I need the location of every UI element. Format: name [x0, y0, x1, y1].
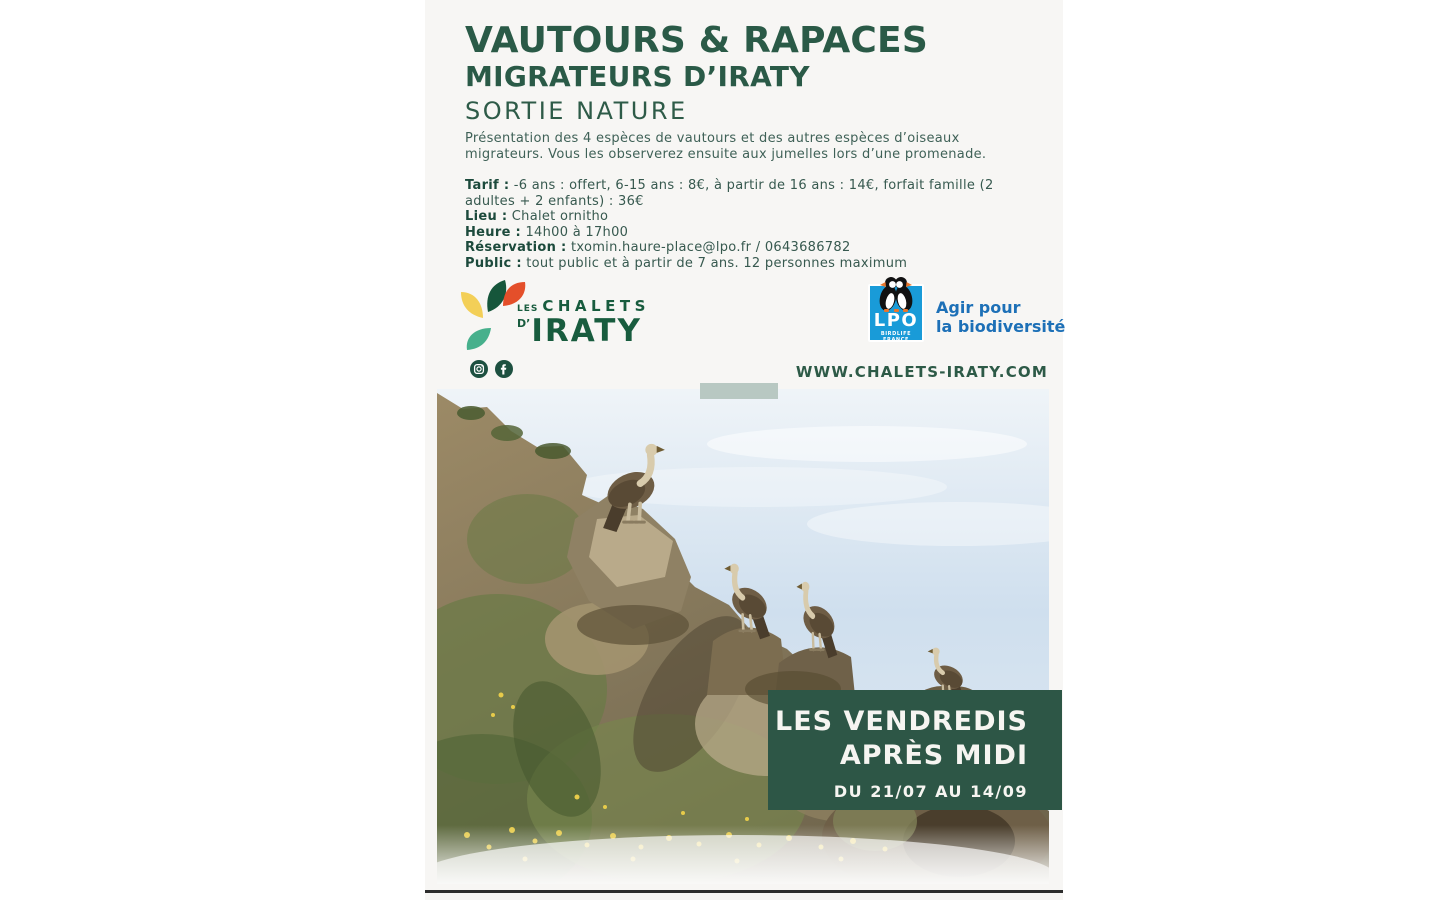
lpo-acronym: LPO	[873, 310, 919, 331]
info-block	[465, 178, 1027, 271]
info-line-public: Public : tout public et à partir de 7 ans. 12 personnes maximum	[465, 255, 908, 271]
info-line-lieu: Lieu : Chalet ornitho	[465, 209, 609, 224]
chalets-word-chalets: CHALETS	[542, 297, 650, 315]
banner-line2: APRÈS MIDI	[839, 740, 1028, 771]
banner-dates: DU 21/07 AU 14/09	[833, 782, 1028, 801]
lpo-box	[868, 284, 924, 342]
title-line1: VAUTOURS & RAPACES	[465, 20, 928, 61]
facebook-icon[interactable]	[495, 360, 513, 378]
puffins-icon	[872, 274, 920, 312]
info-line-heure: Heure : 14h00 à 17h00	[465, 224, 629, 240]
schedule-banner	[768, 690, 1062, 810]
website-url[interactable]: WWW.CHALETS-IRATY.COM	[795, 363, 1048, 381]
description-paragraph: Présentation des 4 espèces de vautours et des autres espèces d’oiseaux migrateurs. Vous les observerez ensuite aux jumelles lors d’une promenade.	[465, 131, 987, 162]
subtitle: SORTIE NATURE	[465, 97, 688, 125]
chalets-word-les: LES	[517, 304, 539, 314]
instagram-icon[interactable]	[470, 360, 488, 378]
chalets-word-iraty: IRATY	[531, 313, 642, 349]
social-icons	[470, 360, 513, 378]
chalets-logo-text	[517, 296, 650, 349]
title-line2: MIGRATEURS D’IRATY	[465, 60, 810, 93]
chalets-iraty-logo	[455, 276, 655, 352]
lpo-subtext: BIRDLIFE FRANCE	[880, 331, 912, 343]
lpo-logo	[868, 282, 1068, 352]
banner-line1: LES VENDREDIS	[775, 706, 1028, 737]
lpo-tagline: Agir pour la biodiversité	[936, 298, 1066, 336]
photo-tab-overlay	[700, 383, 778, 399]
flyer-page	[425, 0, 1066, 900]
info-line-reservation[interactable]: Réservation : txomin.haure-place@lpo.fr / 0643686782	[465, 240, 851, 255]
info-line-tarif: Tarif : -6 ans : offert, 6-15 ans : 8€, à partir de 16 ans : 14€, forfait famille (2 adultes + 2 enfants) : 36€	[465, 178, 994, 209]
chalets-word-d: D’	[517, 317, 531, 330]
page-bottom-divider	[425, 890, 1063, 893]
